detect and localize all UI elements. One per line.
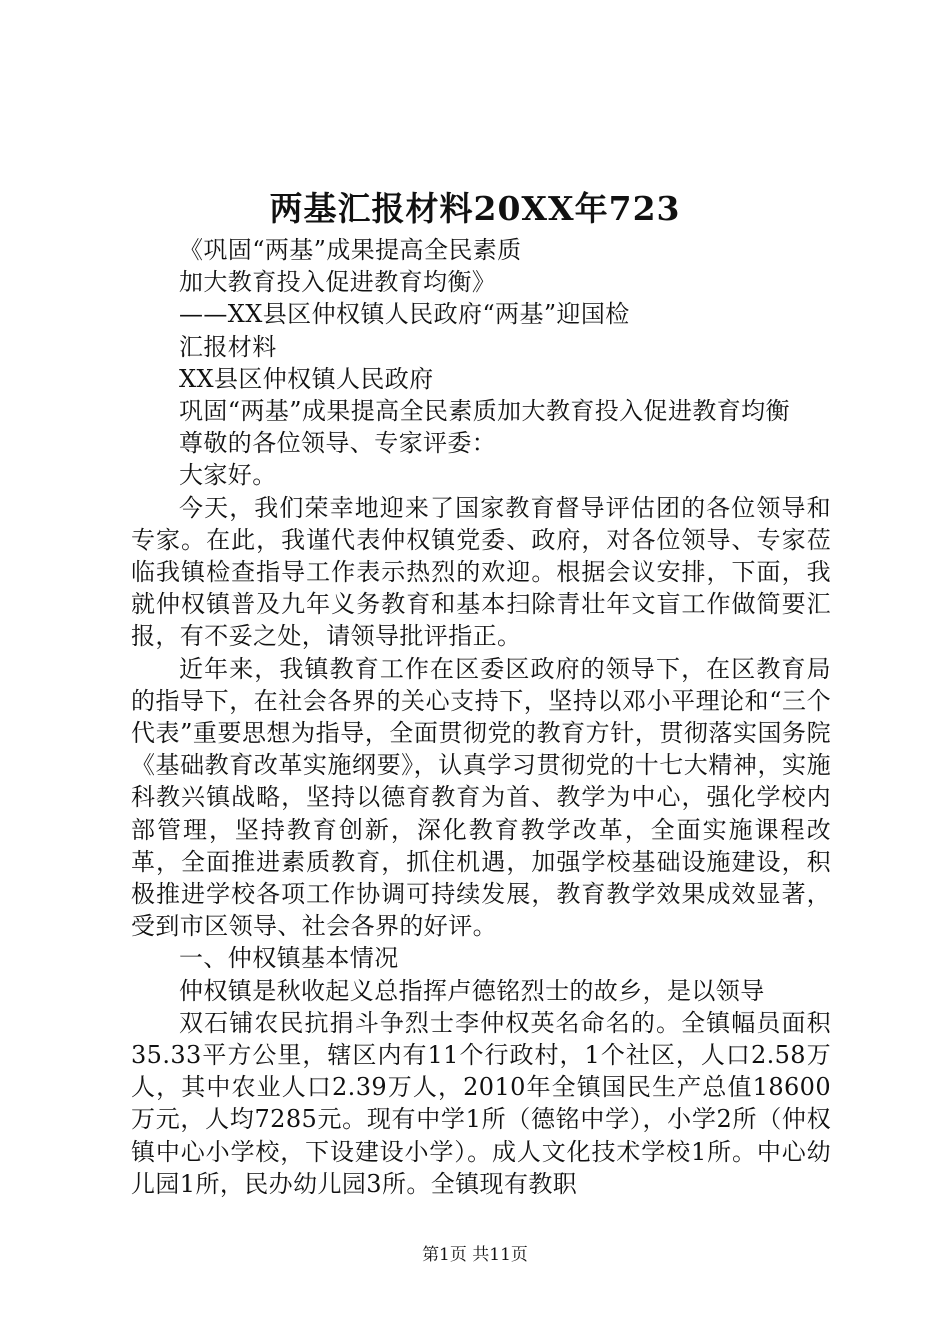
paragraph-welcome: 今天，我们荣幸地迎来了国家教育督导评估团的各位领导和专家。在此，我谨代表仲权镇党委、政府，对各位领导、专家莅临我镇检查指导工作表示热烈的欢迎。根据会议安排，下面，我就仲权镇普及九年义务教育和基本扫除青壮年文盲工作做简要汇报，有不妥之处，请领导批评指正。 — [131, 493, 831, 651]
document-title: 两基汇报材料20XX年723 — [269, 189, 681, 228]
paragraph-hometown: 仲权镇是秋收起义总指挥卢德铭烈士的故乡，是以领导 — [179, 976, 765, 1005]
page-number-footer: 第1页 共11页 — [422, 1245, 528, 1265]
paragraph-issuer: XX县区仲权镇人民政府 — [179, 364, 434, 393]
section-heading-basic-info: 一、仲权镇基本情况 — [179, 944, 399, 973]
paragraph-subtitle-line-1: 《巩固“两基”成果提高全民素质 — [179, 236, 522, 264]
paragraph-theme: 巩固“两基”成果提高全民素质加大教育投入促进教育均衡 — [179, 397, 790, 426]
paragraph-subtitle-line-4: 汇报材料 — [179, 332, 277, 361]
paragraph-salutation: 尊敬的各位领导、专家评委： — [179, 429, 497, 458]
paragraph-greeting: 大家好。 — [179, 461, 277, 490]
paragraph-statistics: 双石铺农民抗捐斗争烈士李仲权英名命名的。全镇幅员面积35.33平方公里，辖区内有11个行政村，1个社区，人口2.58万人，其中农业人口2.39万人，2010年全镇国民生产总值18600万元，人均7285元。现有中学1所（德铭中学），小学2所（仲权镇中心小学校，下设建设小学）。成人文化技术学校1所。中心幼儿园1所，民办幼儿园3所。全镇现有教职 — [131, 1008, 831, 1198]
document-body — [131, 234, 831, 1200]
paragraph-subtitle-line-2: 加大教育投入促进教育均衡》 — [179, 268, 497, 297]
paragraph-subtitle-line-3: ——XX县区仲权镇人民政府“两基”迎国检 — [179, 300, 630, 329]
paragraph-recent-years: 近年来，我镇教育工作在区委区政府的领导下，在区教育局的指导下，在社会各界的关心支持下，坚持以邓小平理论和“三个代表”重要思想为指导，全面贯彻党的教育方针，贯彻落实国务院《基础教育改革实施纲要》，认真学习贯彻党的十七大精神，实施科教兴镇战略，坚持以德育教育为首、教学为中心，强化学校内部管理，坚持教育创新，深化教育教学改革，全面实施课程改革，全面推进素质教育，抓住机遇，加强学校基础设施建设，积极推进学校各项工作协调可持续发展，教育教学效果成效显著，受到市区领导、社会各界的好评。 — [131, 654, 831, 941]
